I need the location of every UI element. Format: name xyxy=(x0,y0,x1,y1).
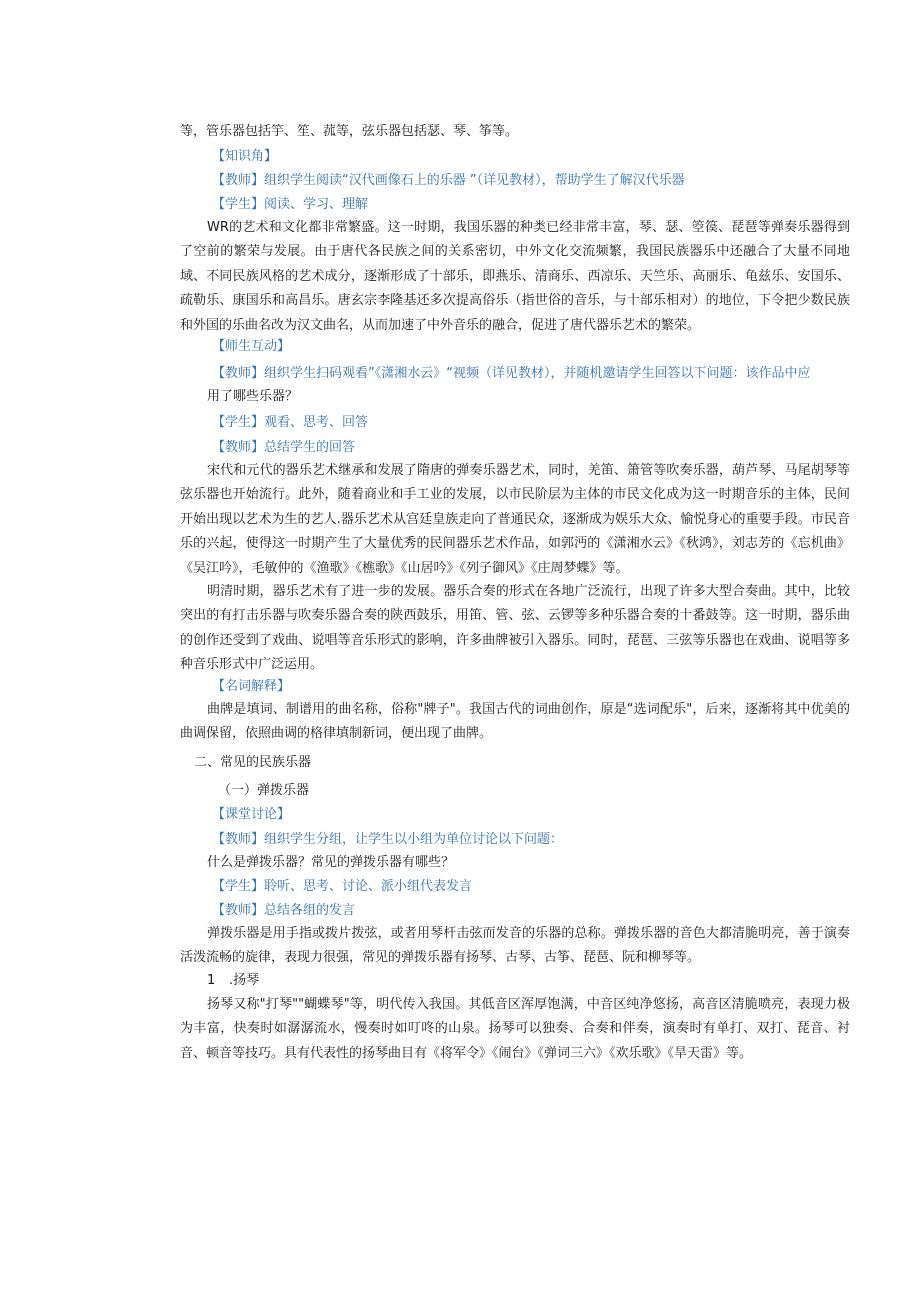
paragraph-plucked-definition: 弹拨乐器是用手指或拨片拨弦，或者用琴杆击弦而发音的乐器的总称。弹拨乐器的音色大都清脆明亮，善于演奏活泼流畅的旋律，表现力很强，常见的弹拨乐器有扬琴、古琴、古筝、琵琶、阮和柳琴等。 xyxy=(180,926,850,966)
teacher-instruction-5: 【教师】总结各组的发言 xyxy=(212,903,356,918)
student-activity-2: 【学生】观看、思考、回答 xyxy=(212,415,369,430)
list-item-yangqin-heading xyxy=(207,973,259,989)
subsection-heading-plucked: （一）弹拨乐器 xyxy=(218,783,310,798)
teacher-instruction-3: 【教师】总结学生的回答 xyxy=(212,440,356,455)
paragraph-yangqin: 扬琴又称"打琴""蝴蝶琴"等，明代传入我国。其低音区浑厚饱满，中音区纯净悠扬，高音区清脆喷亮，表现力极为丰富，快奏时如潺潺流水，慢奏时如叮咚的山泉。扬琴可以独奏、合奏和伴奏，演奏时有单打、双打、琵音、衬音、顿音等技巧。具有代表性的扬琴曲目有《将军令》《闹台》《弹词三六》《欢乐歌》《旱天雷》等。 xyxy=(180,997,850,1061)
teacher-instruction-2-continued: 用了哪些乐器？ xyxy=(207,389,299,404)
teacher-instruction-1: 【教师】组织学生阅读“汉代画像石上的乐器 ”（详见教材），帮助学生了解汉代乐器 xyxy=(212,173,685,188)
tag-teacher-student-interaction: 【师生互动】 xyxy=(212,339,291,354)
list-item-number: 1 xyxy=(207,973,216,988)
tag-knowledge-corner: 【知识角】 xyxy=(212,149,278,164)
paragraph-continuation: 等，管乐器包括竽、笙、菰等，弦乐器包括瑟、琴、筝等。 xyxy=(180,124,519,139)
student-activity-3: 【学生】聆听、思考、讨论、派小组代表发言 xyxy=(212,879,473,894)
paragraph-song-yuan-music: 宋代和元代的器乐艺术继承和发展了隋唐的弹奏乐器艺术，同时，羌笛、箫管等吹奏乐器，葫芦琴、马尾胡琴等弦乐器也开始流行。此外，随着商业和手工业的发展，以市民阶层为主体的市民文化成为这一时期音乐的主体，民间开始出现以艺术为生的艺人.器乐艺术从宫廷皇族走向了普通民众，逐渐成为娱乐大众、愉悦身心的重要手段。市民音乐的兴起，使得这一时期产生了大量优秀的民间器乐艺术作品，如郭沔的《潇湘水云》《秋鸿》，刘志芳的《忘机曲》《吴江吟》，毛敏仲的《渔歌》《樵歌》《山居吟》《列子御风》《庄周梦蝶》等。 xyxy=(180,463,850,576)
discussion-question: 什么是弹拨乐器？常见的弹拨乐器有哪些？ xyxy=(207,855,455,870)
section-heading-folk-instruments: 二、常见的民族乐器 xyxy=(194,755,312,770)
tag-term-explanation: 【名词解释】 xyxy=(212,679,291,694)
paragraph-tang-music: WR的艺术和文化都非常繁盛。这一时期，我国乐器的种类已经非常丰富，琴、瑟、箜篌、琵琶等弹奏乐器得到了空前的繁荣与发展。由于唐代各民族之间的关系密切，中外文化交流频繁，我国民族器乐中还融合了大量不同地域、不同民族风格的艺术成分，逐渐形成了十部乐，即燕乐、清商乐、西凉乐、天竺乐、高丽乐、龟兹乐、安国乐、疏勒乐、康国乐和高昌乐。唐玄宗李隆基还多次提高俗乐（指世俗的音乐，与十部乐相对）的地位，下令把少数民族和外国的乐曲名改为汉文曲名，从而加速了中外音乐的融合，促进了唐代器乐艺术的繁荣。 xyxy=(180,220,850,333)
paragraph-ming-qing-music: 明清时期，器乐艺术有了进一步的发展。器乐合奏的形式在各地广泛流行，出现了许多大型合奏曲。其中，比较突出的有打击乐器与吹奏乐器合奏的陕西鼓乐，用笛、管、弦、云锣等多种乐器合奏的十番鼓等。这一时期，器乐曲的创作还受到了戏曲、说唱等音乐形式的影响，许多曲牌被引入器乐。同时，琵琶、三弦等乐器也在戏曲、说唱等多种音乐形式中广泛运用。 xyxy=(180,584,850,673)
teacher-instruction-2: 【教师】组织学生扫码观看”《潇湘水云》“视频（详见教材），并随机邀请学生回答以下问题：该作品中应 xyxy=(212,366,811,381)
student-activity-1: 【学生】阅读、学习、理解 xyxy=(212,197,369,212)
teacher-instruction-4: 【教师】组织学生分组，让学生以小组为单位讨论以下问题： xyxy=(212,832,564,847)
paragraph-qupai-definition: 曲牌是填词、制谱用的曲名称，俗称"牌子"。我国古代的词曲创作，原是“选词配乐"，后来，逐渐将其中优美的曲调保留，依照曲调的格律填制新词，便出现了曲牌。 xyxy=(180,702,850,742)
list-item-title: .扬琴 xyxy=(229,973,260,988)
tag-classroom-discussion: 【课堂讨论】 xyxy=(212,807,291,822)
